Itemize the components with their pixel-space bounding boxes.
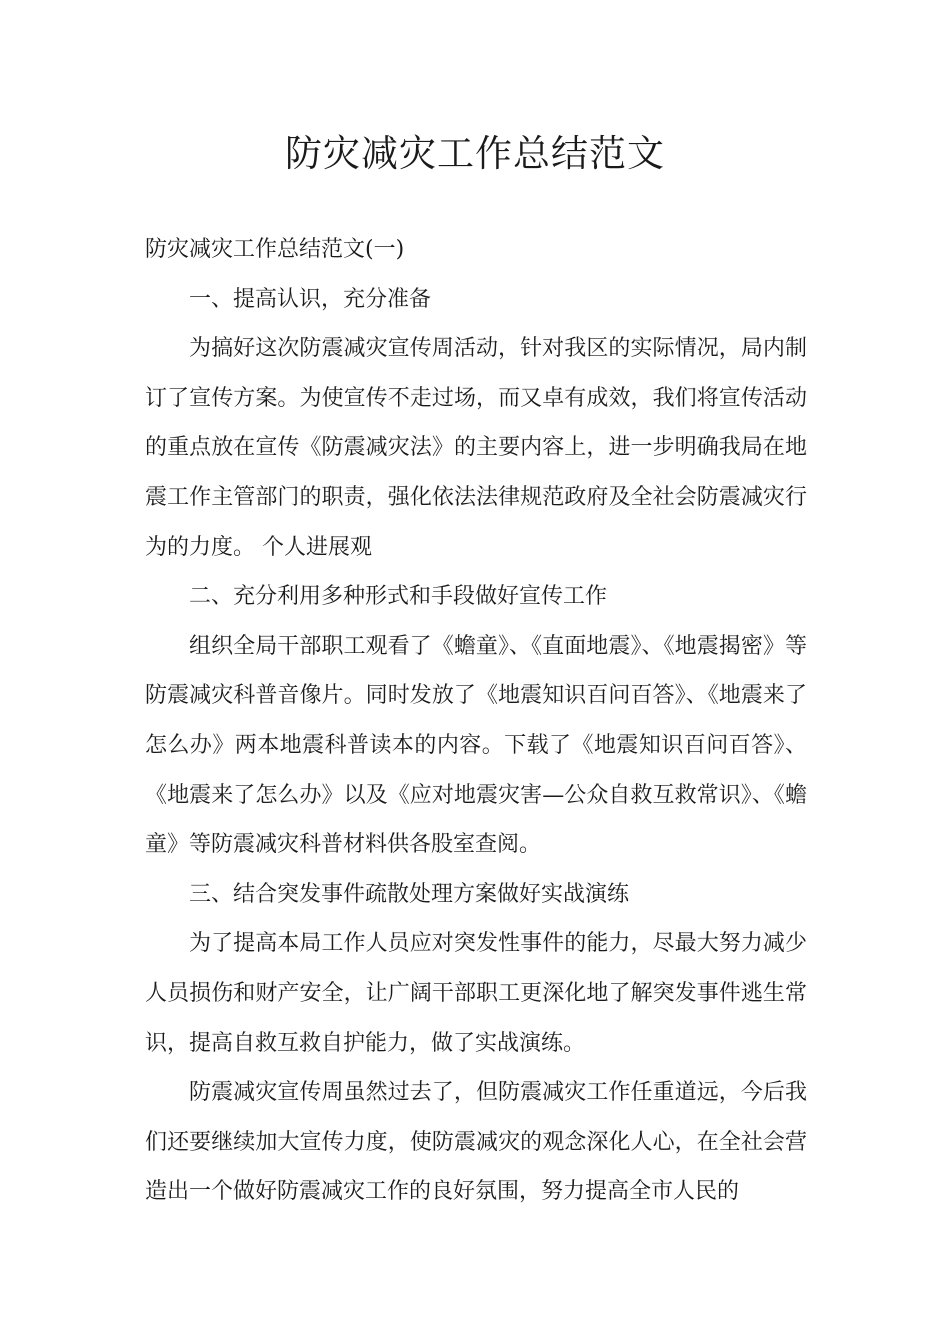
document-body	[145, 225, 807, 1217]
paragraph-3: 为了提高本局工作人员应对突发性事件的能力，尽最大努力减少人员损伤和财产安全，让广阔干部职工更深化地了解突发事件逃生常识，提高自救互救自护能力，做了实战演练。	[145, 931, 807, 1056]
section-heading-3: 三、结合突发事件疏散处理方案做好实战演练	[189, 881, 630, 907]
paragraph-1: 为搞好这次防震减灾宣传周活动，针对我区的实际情况，局内制订了宣传方案。为使宣传不走过场，而又卓有成效，我们将宣传活动的重点放在宣传《防震减灾法》的主要内容上，进一步明确我局在地震工作主管部门的职责，强化依法法律规范政府及全社会防震减灾行为的力度。 个人进展观	[145, 336, 807, 560]
section-heading-2: 二、充分利用多种形式和手段做好宣传工作	[189, 584, 608, 610]
section-heading-1: 一、提高认识，充分准备	[189, 286, 432, 312]
paragraph-4: 防震减灾宣传周虽然过去了，但防震减灾工作任重道远，今后我们还要继续加大宣传力度，使防震减灾的观念深化人心，在全社会营造出一个做好防震减灾工作的良好氛围，努力提高全市人民的	[145, 1080, 807, 1205]
document-title: 防灾减灾工作总结范文	[285, 132, 665, 175]
section-subtitle: 防灾减灾工作总结范文(一)	[145, 237, 405, 262]
paragraph-2: 组织全局干部职工观看了《蟾童》、《直面地震》、《地震揭密》等防震减灾科普音像片。同时发放了《地震知识百问百答》、《地震来了怎么办》两本地震科普读本的内容。下载了《地震知识百问百答》、《地震来了怎么办》以及《应对地震灾害—公众自救互救常识》、《蟾童》等防震减灾科普材料供各股室查阅。	[145, 633, 807, 858]
